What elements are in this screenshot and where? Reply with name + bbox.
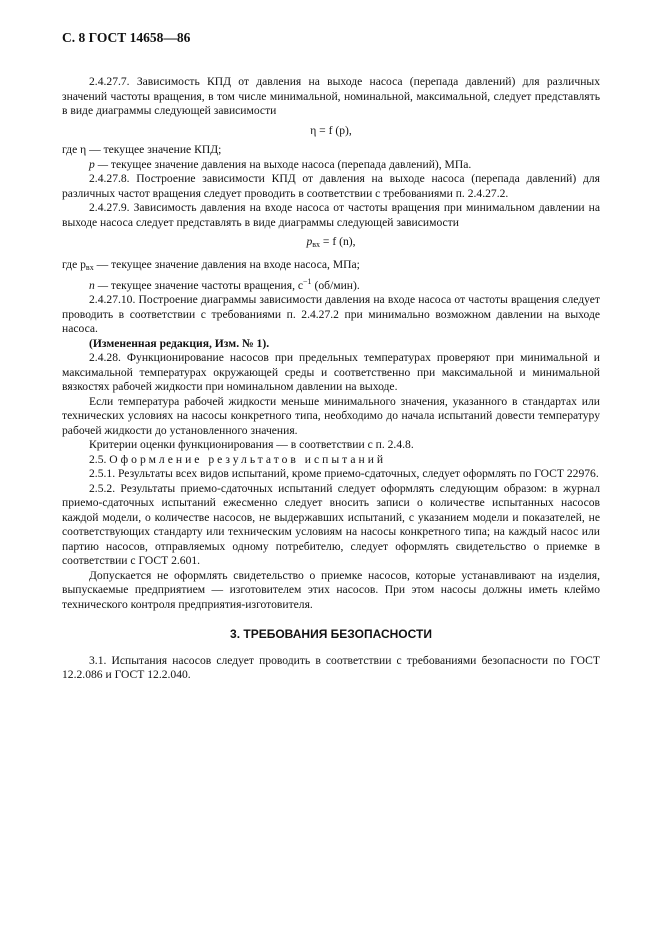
paragraph-2-4-27-8: 2.4.27.8. Построение зависимости КПД от давления на выходе насоса (перепада давлений) для различных частот вращения следует проводить в соответствии с требованиями п. 2.4.27.2. (62, 172, 600, 200)
legend-formula-1 (62, 143, 600, 172)
legend-eta-text: текущее значение КПД; (103, 143, 222, 156)
paragraph-allowed: Допускается не оформлять свидетельство о приемке насосов, которые устанавливают на изделия, выпускаемые предприятием — изготовителем этих насосов. При этом насосы должны иметь клеймо технического контроля предприятия-изготовителя. (62, 568, 600, 611)
page-header: С. 8 ГОСТ 14658—86 (62, 30, 191, 45)
legend-p-text: текущее значение давления на выходе насоса (перепада давлений), МПа. (110, 157, 472, 171)
legend-n-symbol: n — (89, 278, 109, 292)
formula-inlet-pressure (62, 235, 600, 253)
paragraph-2-4-27-9: 2.4.27.9. Зависимость давления на входе насоса от частоты вращения при минимальном давлении на выходе насоса следует представлять в виде диаграммы следующей зависимости (62, 201, 600, 229)
legend-p (62, 158, 600, 173)
paragraph-temperature: Если температура рабочей жидкости меньше минимального значения, указанного в стандартах или технических условиях на насосы конкретного типа, необходимо до начала испытаний довести температуру рабочей жидкости до установленного значения. (62, 394, 600, 437)
legend-eta-symbol: где η — (62, 143, 101, 156)
page-content (62, 75, 600, 683)
paragraph-3-1: 3.1. Испытания насосов следует проводить в соответствии с требованиями безопасности по ГОСТ 12.2.086 и ГОСТ 12.2.040. (62, 653, 600, 682)
legend-n (62, 275, 600, 293)
paragraph-2-5-number: 2.5. (89, 452, 107, 466)
legend-n-text: текущее значение частоты вращения, с (110, 278, 304, 292)
legend-n-sup: −1 (303, 277, 312, 286)
legend-p-symbol: p — (89, 157, 109, 171)
formula-efficiency: η = f (p), (310, 123, 352, 137)
paragraph-2-5-title: Оформление результатов испытаний (109, 452, 387, 466)
amendment-note: (Измененная редакция, Изм. № 1). (89, 336, 270, 350)
paragraph-2-4-27-7: 2.4.27.7. Зависимость КПД от давления на выходе насоса (перепада давлений) для различных значений частоты вращения, в том числе минимальной, номинальной, максимальной, следует представлять в виде диаграммы следующей зависимости (62, 75, 600, 117)
legend-n-tail: (об/мин). (314, 278, 360, 292)
legend-pvx-symbol: где p (62, 257, 86, 271)
legend-pvx (62, 258, 600, 276)
paragraph-2-5-2: 2.5.2. Результаты приемо-сдаточных испытаний следует оформлять следующим образом: в журнал приемо-сдаточных испытаний ежесменно следует вносить записи о количестве испытанных насосов каждой модели, о количестве насосов, не выдержавших испытаний, с указанием модели и показателей, не соответствующих стандарту или техническим условиям на насосы конкретного типа; на каждый насос или партию насосов, отправляемых одному потребителю, следует оформлять свидетельство о приемке в соответствии с ГОСТ 2.601. (62, 481, 600, 568)
legend-eta (62, 143, 600, 158)
paragraph-2-5 (62, 453, 600, 468)
legend-pvx-sub: вх (85, 262, 94, 272)
paragraph-2-4-28: 2.4.28. Функционирование насосов при предельных температурах проверяют при минимальной и максимальной температурах окружающей среды и соответственно при максимальной и минимальной вязкостях рабочей жидкости при номинальном давлении на выходе. (62, 351, 600, 394)
paragraph-2-5-1: 2.5.1. Результаты всех видов испытаний, кроме приемо-сдаточных, следует оформлять по ГОСТ 22976. (89, 467, 599, 481)
legend-formula-2 (62, 258, 600, 294)
paragraph-2-4-27-10: 2.4.27.10. Построение диаграммы зависимости давления на входе насоса от частоты вращения следует проводить в соответствии с требованиями п. 2.4.27.2 при минимально возможном давлении на выходе насоса. (62, 293, 600, 336)
paragraph-criteria: Критерии оценки функционирования — в соответствии с п. 2.4.8. (89, 438, 414, 452)
section-3-heading: 3. ТРЕБОВАНИЯ БЕЗОПАСНОСТИ (230, 627, 432, 642)
formula2-sub: вх (312, 240, 321, 249)
legend-pvx-text: — текущее значение давления на входе насоса, МПа; (96, 257, 360, 271)
formula2-rhs: = f (n), (322, 235, 356, 248)
formula2-lhs: p (306, 235, 313, 248)
